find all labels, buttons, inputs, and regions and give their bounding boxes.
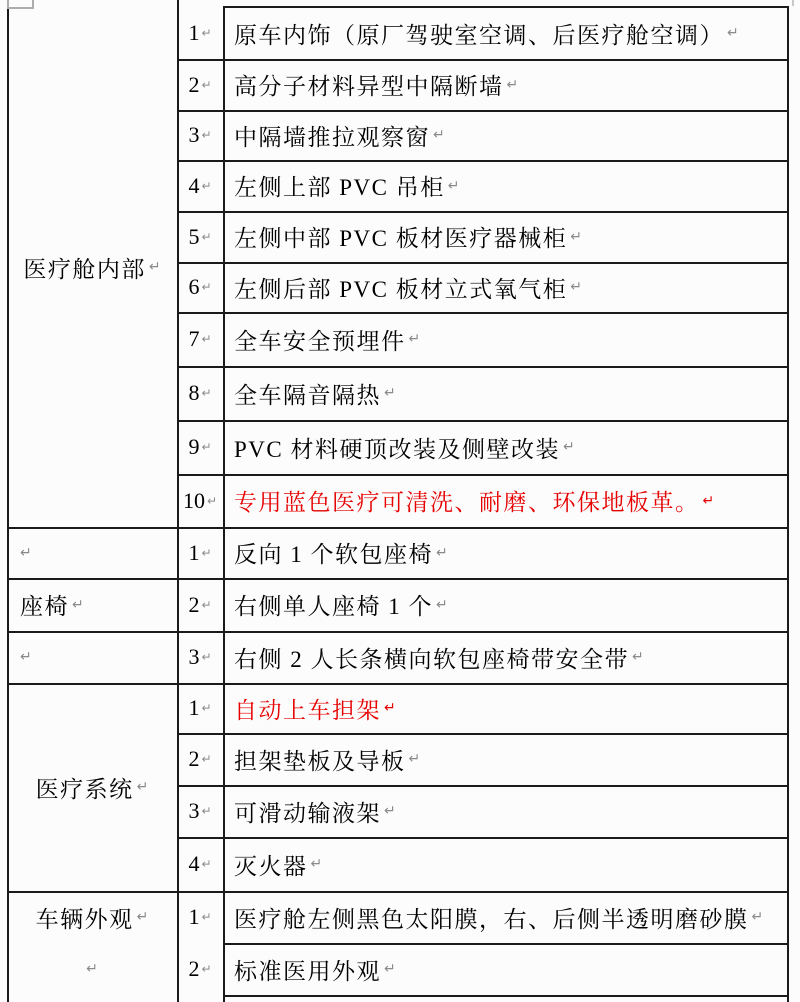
pilcrow-mark: ↵ [632,649,644,665]
pilcrow-mark: ↵ [563,439,575,455]
row-number: 1 ↵ [188,695,212,720]
table-row [223,474,787,527]
pilcrow-mark: ↵ [206,493,218,508]
row-text: 医疗舱左侧黑色太阳膜，右、后侧半透明磨砂膜 [234,906,749,932]
pilcrow-mark: ↵ [201,332,212,346]
section-label-medical-system [9,683,175,891]
section-label-text: 医疗系统 [35,776,134,802]
pilcrow-mark: ↵ [201,545,212,560]
section-label-text: 车辆外观 [35,906,134,932]
table-row [223,943,787,995]
pilcrow-mark: ↵ [201,440,212,454]
row-text: 右侧单人座椅 1 个 [234,594,433,619]
section-label-vehicle-exterior [9,891,175,943]
row-text: 担架垫板及导板 [234,748,406,774]
pilcrow-mark: ↵ [201,752,212,766]
pilcrow-mark: ↵ [201,857,212,871]
row-text: 中隔墙推拉观察窗 [234,124,430,150]
row-text: 自动上车担架 [234,697,381,723]
section-label-seats [9,578,175,631]
pilcrow-mark: ↵ [727,25,739,41]
pilcrow-mark: ↵ [433,127,445,143]
table-border [787,6,789,1002]
pilcrow-mark: ↵ [506,76,519,93]
row-number: 4 ↵ [188,172,212,198]
row-number: 7 ↵ [188,326,212,351]
row-number: 2 ↵ [188,591,212,617]
pilcrow-mark: ↵ [201,701,212,715]
row-number: 8 ↵ [188,380,212,405]
pilcrow-mark: ↵ [201,650,212,664]
pilcrow-mark: ↵ [201,804,212,818]
page-margin-mark [792,0,794,6]
pilcrow-mark: ↵ [201,962,212,976]
row-text: 左侧上部 PVC 吊柜 [234,175,445,200]
table-row [223,631,787,683]
pilcrow-mark: ↵ [408,751,421,767]
row-text: 高分子材料异型中隔断墙 [234,74,504,99]
table-row [223,578,787,631]
pilcrow-mark: ↵ [436,596,448,613]
table-row [223,785,787,837]
pilcrow-mark: ↵ [751,909,764,925]
table-row [223,211,787,262]
pilcrow-mark: ↵ [201,178,212,193]
pilcrow-mark: ↵ [384,803,396,819]
row-number: 4 ↵ [188,851,212,876]
row-text: 左侧中部 PVC 板材医疗器械柜 [234,226,568,251]
table-row [223,366,787,420]
row-text: 反向 1 个软包座椅 [234,542,433,567]
section-label-medical-cabin-interior [9,8,175,526]
table-row [223,7,787,59]
row-number: 9 ↵ [188,434,212,459]
pilcrow-mark: ↵ [384,385,396,401]
table-row [223,420,787,474]
row-text: 全车隔音隔热 [234,382,381,408]
empty-cell [9,943,175,995]
pilcrow-mark: ↵ [447,177,460,194]
pilcrow-mark: ↵ [384,700,396,716]
pilcrow-mark: ↵ [310,856,323,872]
pilcrow-mark: ↵ [702,492,715,509]
row-number: 2 ↵ [188,956,212,981]
row-text: 可滑动输液架 [234,800,381,826]
row-number: 3 ↵ [188,644,212,669]
row-text: 右侧 2 人长条横向软包座椅带安全带 [234,646,629,672]
pilcrow-mark: ↵ [570,228,582,245]
row-number: 2 ↵ [188,71,212,97]
empty-cell [9,631,175,683]
table-row [223,160,787,211]
table-row [223,110,787,160]
row-number: 10 ↵ [182,487,218,513]
table-row [223,262,787,312]
row-number: 1 ↵ [188,20,212,45]
row-number: 3 ↵ [188,122,212,147]
pilcrow-mark: ↵ [201,597,212,612]
pilcrow-mark: ↵ [20,544,32,561]
row-number: 5 ↵ [188,223,212,249]
table-row [223,891,787,943]
row-number: 6 ↵ [188,274,212,299]
table-row [223,527,787,578]
row-number: 2 ↵ [188,746,212,771]
pilcrow-mark: ↵ [20,649,32,665]
row-text: 原车内饰（原厂驾驶室空调、后医疗舱空调） [234,22,724,48]
pilcrow-mark: ↵ [201,910,212,924]
row-text: 灭火器 [234,853,308,879]
row-number: 3 ↵ [188,798,212,823]
pilcrow-mark: ↵ [86,961,98,977]
row-text: 标准医用外观 [234,958,381,984]
table-row [223,59,787,110]
table-border [223,995,789,997]
pilcrow-mark: ↵ [436,544,448,561]
pilcrow-mark: ↵ [136,909,149,925]
row-number: 1 ↵ [188,539,212,565]
section-label-text: 医疗舱内部 [23,256,146,282]
pilcrow-mark: ↵ [136,779,149,795]
section-label-text: 座椅 [20,594,69,619]
table-row [223,312,787,366]
pilcrow-mark: ↵ [72,596,84,613]
pilcrow-mark: ↵ [201,229,212,244]
table-row [223,837,787,891]
pilcrow-mark: ↵ [201,77,212,92]
pilcrow-mark: ↵ [384,961,396,977]
pilcrow-mark: ↵ [201,280,212,294]
pilcrow-mark: ↵ [408,331,421,347]
row-text: 全车安全预埋件 [234,328,406,354]
row-number: 1 ↵ [188,904,212,929]
row-text: 左侧后部 PVC 板材立式氧气柜 [234,276,568,302]
pilcrow-mark: ↵ [201,26,212,40]
pilcrow-mark: ↵ [201,386,212,400]
table-row [223,683,787,733]
table-row [223,733,787,785]
pilcrow-mark: ↵ [148,259,161,275]
row-text: 专用蓝色医疗可清洗、耐磨、环保地板革。 [234,490,700,515]
row-text: PVC 材料硬顶改装及侧壁改装 [234,436,560,462]
pilcrow-mark: ↵ [201,128,212,142]
pilcrow-mark: ↵ [570,279,582,295]
empty-cell [9,527,175,578]
